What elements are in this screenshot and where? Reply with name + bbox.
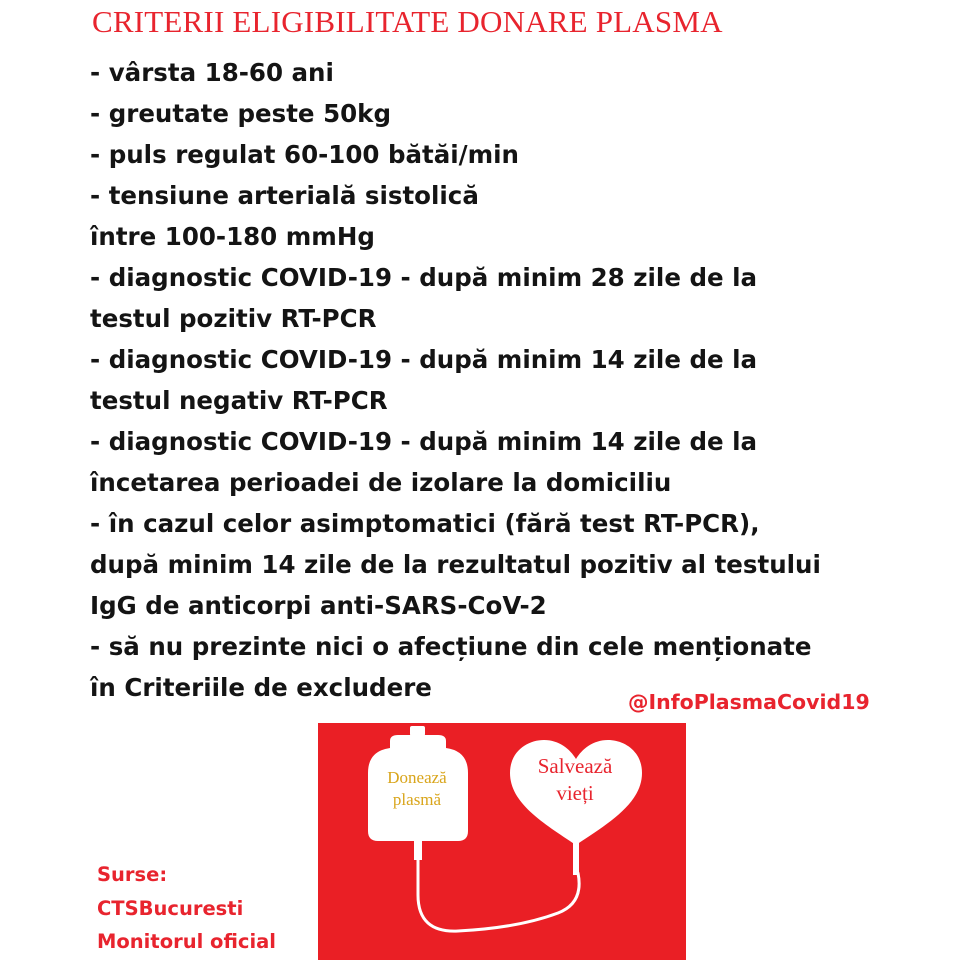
sources-block — [97, 858, 276, 959]
criterion-line: - diagnostic COVID-19 - după minim 14 zile de la — [90, 427, 758, 456]
criteria-list — [90, 52, 950, 708]
criterion-item — [90, 257, 950, 339]
criterion-line: testul pozitiv RT-PCR — [90, 304, 377, 333]
social-handle: @InfoPlasmaCovid19 — [628, 690, 870, 714]
criterion-line: între 100-180 mmHg — [90, 222, 375, 251]
heart-outlet-icon — [573, 843, 579, 875]
bag-outlet-icon — [414, 840, 422, 860]
criterion-line: în Criteriile de excludere — [90, 673, 432, 702]
criterion-line: încetarea perioadei de izolare la domiciliu — [90, 468, 672, 497]
criterion-item — [90, 52, 950, 93]
criterion-item — [90, 93, 950, 134]
criterion-line: după minim 14 zile de la rezultatul pozitiv al testului — [90, 550, 821, 579]
bag-hanger-icon — [410, 726, 425, 736]
criterion-line: - greutate peste 50kg — [90, 99, 391, 128]
criterion-item — [90, 339, 950, 421]
heart-label-line-2: vieți — [556, 781, 594, 805]
bag-label-line-2: plasmă — [392, 790, 442, 809]
heart-label-line-1: Salvează — [537, 754, 613, 778]
bag-label — [374, 767, 460, 811]
criterion-line: - în cazul celor asimptomatici (fără test RT-PCR), — [90, 509, 760, 538]
criterion-line: - tensiune arterială sistolică — [90, 181, 479, 210]
donation-banner — [318, 723, 686, 960]
criterion-item — [90, 175, 950, 257]
criterion-line: - să nu prezinte nici o afecțiune din cele menționate — [90, 632, 812, 661]
source-item: CTSBucuresti — [97, 896, 244, 920]
bag-label-line-1: Donează — [387, 768, 447, 787]
criterion-line: testul negativ RT-PCR — [90, 386, 388, 415]
criterion-item — [90, 134, 950, 175]
criterion-item — [90, 421, 950, 503]
criterion-line: - diagnostic COVID-19 - după minim 14 zile de la — [90, 345, 758, 374]
criterion-item — [90, 503, 950, 626]
source-item: Monitorul oficial — [97, 930, 276, 953]
criterion-line: - puls regulat 60-100 bătăi/min — [90, 140, 520, 169]
criterion-line: - diagnostic COVID-19 - după minim 28 zile de la — [90, 263, 758, 292]
criterion-line: - vârsta 18-60 ani — [90, 58, 334, 87]
criterion-line: IgG de anticorpi anti-SARS-CoV-2 — [90, 591, 547, 620]
sources-label: Surse: — [97, 863, 168, 886]
page-title: CRITERII ELIGIBILITATE DONARE PLASMA — [92, 4, 723, 39]
heart-label — [515, 753, 635, 807]
iv-tube-icon — [418, 859, 579, 931]
